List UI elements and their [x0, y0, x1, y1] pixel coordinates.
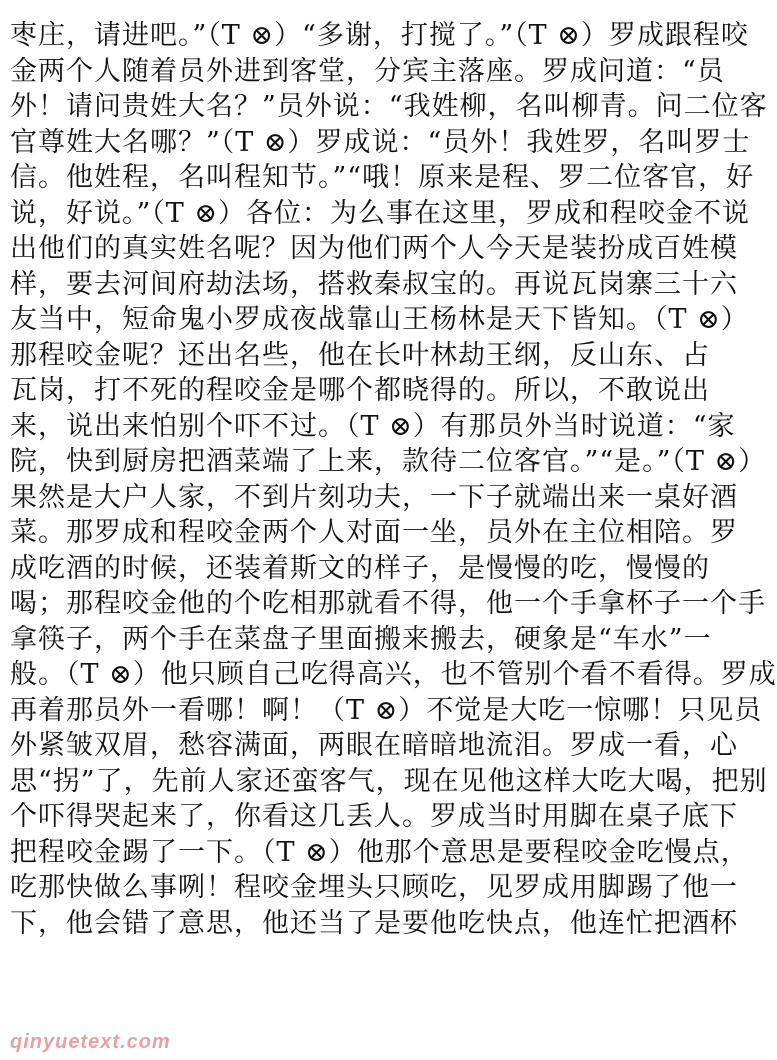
text-line: 菜。那罗成和程咬金两个人对面一坐，员外在主位相陪。罗	[10, 517, 738, 548]
site-watermark: qinyuetext.com	[10, 1031, 171, 1053]
text-line: 思“拐”了，先前人家还蛮客气，现在见他这样大吃大喝，把别	[10, 765, 768, 797]
text-line: 外！请问贵姓大名？”员外说：“我姓柳，名叫柳青。问二位客	[10, 91, 768, 122]
text-line: 喝；那程咬金他的个吃相那就看不得，他一个手拿杯子一个手	[10, 588, 766, 619]
text-line: 院，快到厨房把酒菜端了上来，款待二位客官。”“是。”（T ⊗）	[10, 446, 767, 477]
text-line: 再着那员外一看哪！啊！（T ⊗）不觉是大吃一惊哪！只见员	[10, 694, 763, 726]
text-line: 来，说出来怕别个吓不过。（T ⊗）有那员外当时说道：“家	[10, 410, 736, 442]
text-line: 把程咬金踢了一下。（T ⊗）他那个意思是要程咬金吃慢点，	[10, 836, 749, 868]
text-line: 说，好说。”（T ⊗）各位：为么事在这里，罗成和程咬金不说	[10, 197, 751, 229]
text-line: 枣庄，请进吧。”（T ⊗）“多谢，打搅了。”（T ⊗）罗成跟程咬	[10, 20, 749, 51]
text-line: 出他们的真实姓名呢？因为他们两个人今天是装扮成百姓模	[10, 233, 738, 264]
text-line: 成吃酒的时候，还装着斯文的样子，是慢慢的吃，慢慢的	[10, 552, 710, 584]
text-line: 那程咬金呢？还出名些，他在长叶林劫王纲，反山东、占	[10, 339, 710, 371]
text-line: 金两个人随着员外进到客堂，分宾主落座。罗成问道：“员	[10, 55, 725, 87]
text-line: 样，要去河间府劫法场，搭救秦叔宝的。再说瓦岗寨三十六	[10, 268, 738, 300]
text-body	[10, 18, 777, 941]
text-line: 吃那快做么事咧！程咬金埋头只顾吃，见罗成用脚踢了他一	[10, 872, 738, 903]
text-line: 下，他会错了意思，他还当了是要他吃快点，他连忙把酒杯	[10, 907, 738, 939]
text-line: 外紧皱双眉，愁容满面，两眼在暗暗地流泪。罗成一看，心	[10, 730, 738, 761]
text-line: 友当中，短命鬼小罗成夜战靠山王杨林是天下皆知。（T ⊗）	[10, 304, 749, 335]
text-line: 个吓得哭起来了，你看这几丢人。罗成当时用脚在桌子底下	[10, 801, 738, 832]
text-line: 信。他姓程，名叫程知节。”“哦！原来是程、罗二位客官，好	[10, 162, 755, 193]
text-line: 瓦岗，打不死的程咬金是哪个都晓得的。所以，不敢说出	[10, 375, 710, 406]
text-line: 官尊姓大名哪？”（T ⊗）罗成说：“员外！我姓罗，名叫罗士	[10, 126, 751, 158]
text-line: 拿筷子，两个手在菜盘子里面搬来搬去，硬象是“车水”一	[10, 623, 712, 655]
text-line: 果然是大户人家，不到片刻功夫，一下子就端出来一桌好酒	[10, 481, 738, 513]
text-line: 般。（T ⊗）他只顾自己吃得高兴，也不管别个看不看得。罗成	[10, 659, 777, 690]
